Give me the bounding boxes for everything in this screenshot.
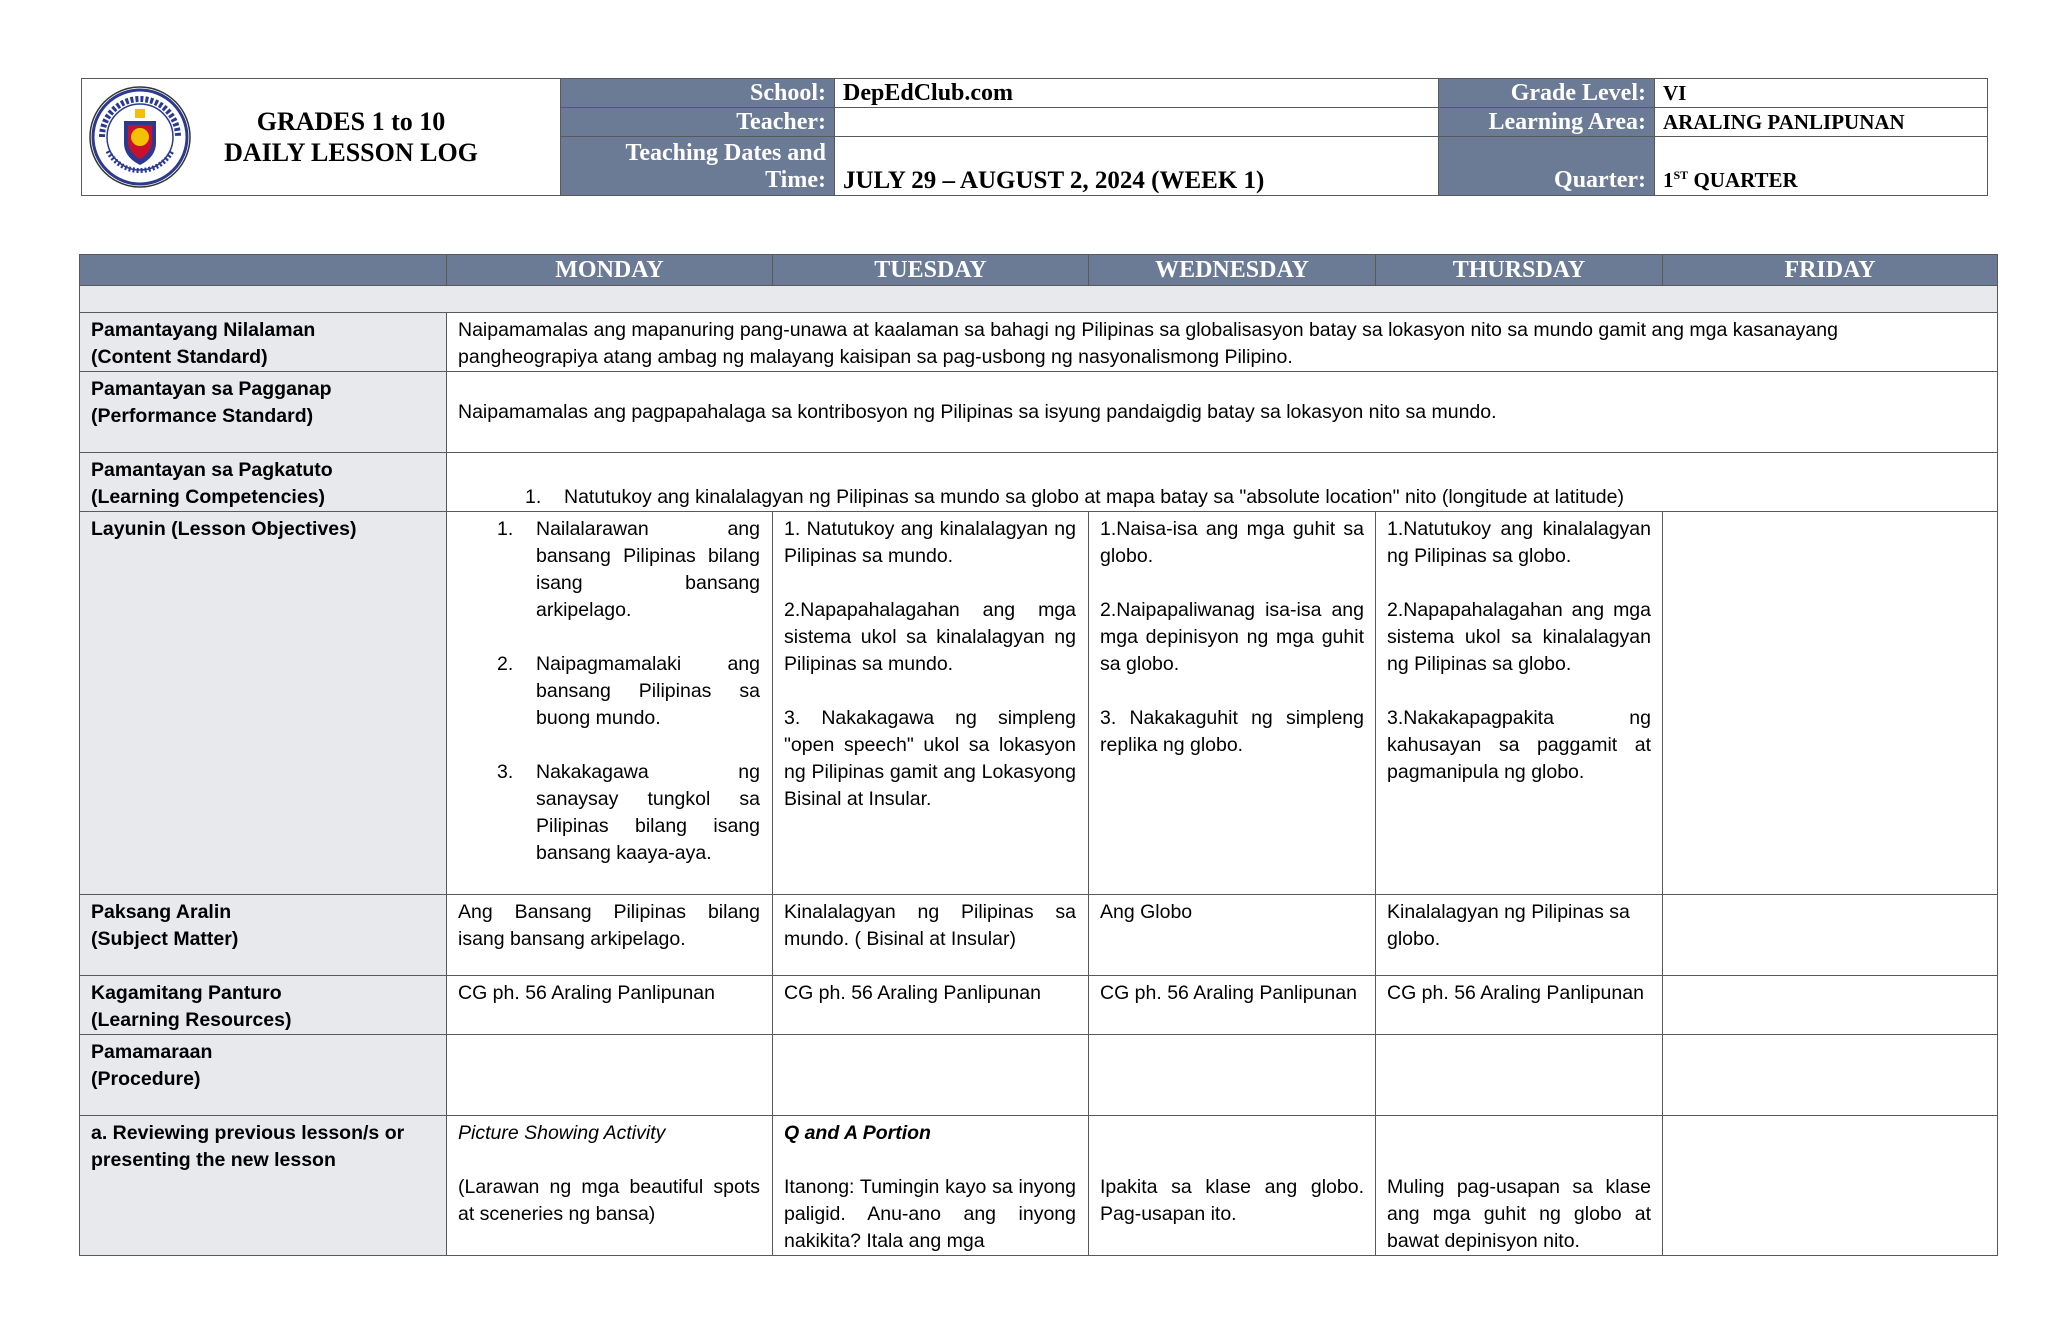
learning-area-label: Learning Area: bbox=[1439, 108, 1655, 137]
content-standard-label-line2: (Content Standard) bbox=[91, 346, 268, 368]
school-label: School: bbox=[561, 79, 835, 108]
objective-item bbox=[497, 516, 760, 624]
header-title-block bbox=[82, 79, 561, 196]
review-tuesday-title: Q and A Portion bbox=[784, 1122, 931, 1144]
procedure-label-line1: Pamamaraan bbox=[91, 1041, 213, 1063]
resources-friday[interactable] bbox=[1663, 976, 1998, 1035]
objective-text: Nailalarawan ang bansang Pilipinas bilang isang bansang arkipelago. bbox=[536, 518, 760, 621]
competencies-label bbox=[80, 453, 447, 512]
subject-matter-thursday[interactable]: Kinalalagyan ng Pilipinas sa globo. bbox=[1376, 895, 1663, 976]
review-monday-title: Picture Showing Activity bbox=[458, 1122, 666, 1144]
competency-item bbox=[525, 484, 1986, 511]
objectives-row bbox=[80, 512, 1998, 895]
resources-label bbox=[80, 976, 447, 1035]
procedure-label bbox=[80, 1035, 447, 1116]
procedure-friday[interactable] bbox=[1663, 1035, 1998, 1116]
objective-text: 2.Napapahalagahan ang mga sistema ukol sa kinalalagyan ng Pilipinas sa mundo. bbox=[784, 599, 1076, 675]
competency-number: 1. bbox=[525, 486, 542, 508]
performance-standard-label-line2: (Performance Standard) bbox=[91, 405, 314, 427]
grade-level-value[interactable]: VI bbox=[1655, 79, 1988, 108]
review-wednesday[interactable] bbox=[1089, 1116, 1376, 1256]
review-label: a. Reviewing previous lesson/s or presenting the new lesson bbox=[80, 1116, 447, 1256]
resources-monday[interactable]: CG ph. 56 Araling Panlipunan bbox=[447, 976, 773, 1035]
learning-area-value[interactable]: ARALING PANLIPUNAN bbox=[1655, 108, 1988, 137]
procedure-monday[interactable] bbox=[447, 1035, 773, 1116]
review-tuesday-text: Itanong: Tumingin kayo sa inyong paligid. Anu-ano ang inyong nakikita? Itala ang mga bbox=[784, 1176, 1076, 1252]
subject-matter-friday[interactable] bbox=[1663, 895, 1998, 976]
procedure-row bbox=[80, 1035, 1998, 1116]
objective-item bbox=[497, 759, 760, 867]
subject-matter-wednesday[interactable]: Ang Globo bbox=[1089, 895, 1376, 976]
resources-label-line1: Kagamitang Panturo bbox=[91, 982, 282, 1004]
objective-text: Nakakagawa ng sanaysay tungkol sa Pilipinas bilang isang bansang kaaya-aya. bbox=[536, 761, 760, 864]
review-thursday-text: Muling pag-usapan sa klase ang mga guhit ng globo at bawat depinisyon nito. bbox=[1387, 1176, 1651, 1252]
objective-text: 2.Naipapaliwanag isa-isa ang mga depinisyon ng mga guhit sa globo. bbox=[1100, 599, 1364, 675]
quarter-number: 1 bbox=[1663, 168, 1674, 192]
lesson-log-header bbox=[81, 78, 1988, 196]
quarter-text: QUARTER bbox=[1693, 168, 1798, 192]
objectives-label: Layunin (Lesson Objectives) bbox=[80, 512, 447, 895]
objective-text: Naipagmamalaki ang bansang Pilipinas sa buong mundo. bbox=[536, 653, 760, 729]
objectives-wednesday[interactable] bbox=[1089, 512, 1376, 895]
performance-standard-text[interactable]: Naipamamalas ang pagpapahalaga sa kontribosyon ng Pilipinas sa isyung pandaigdig batay sa lokasyon nito sa mundo. bbox=[447, 372, 1998, 453]
objective-text: 3.Nakakapagpakita ng kahusayan sa paggamit at pagmanipula ng globo. bbox=[1387, 707, 1651, 783]
competencies-label-line1: Pamantayan sa Pagkatuto bbox=[91, 459, 333, 481]
review-row bbox=[80, 1116, 1998, 1256]
lesson-log-table bbox=[79, 254, 1998, 1256]
content-standard-label-line1: Pamantayang Nilalaman bbox=[91, 319, 316, 341]
objective-text: 1.Natutukoy ang kinalalagyan ng Pilipinas sa globo. bbox=[1387, 518, 1651, 567]
performance-standard-label-line1: Pamantayan sa Pagganap bbox=[91, 378, 332, 400]
subject-matter-tuesday[interactable]: Kinalalagyan ng Pilipinas sa mundo. ( Bisinal at Insular) bbox=[773, 895, 1089, 976]
spacer-row bbox=[80, 286, 1998, 313]
resources-label-line2: (Learning Resources) bbox=[91, 1009, 292, 1031]
day-header-friday: FRIDAY bbox=[1663, 255, 1998, 286]
objective-text: 1. Natutukoy ang kinalalagyan ng Pilipinas sa mundo. bbox=[784, 518, 1076, 567]
day-header-blank bbox=[80, 255, 447, 286]
objective-text: 3. Nakakaguhit ng simpleng replika ng globo. bbox=[1100, 707, 1364, 756]
objective-number: 1. bbox=[497, 518, 514, 540]
subject-matter-monday[interactable]: Ang Bansang Pilipinas bilang isang bansang arkipelago. bbox=[447, 895, 773, 976]
competencies-list bbox=[525, 484, 1986, 511]
review-friday[interactable] bbox=[1663, 1116, 1998, 1256]
content-standard-label bbox=[80, 313, 447, 372]
review-tuesday[interactable] bbox=[773, 1116, 1089, 1256]
quarter-value[interactable] bbox=[1655, 137, 1988, 196]
review-monday[interactable] bbox=[447, 1116, 773, 1256]
objectives-monday[interactable] bbox=[447, 512, 773, 895]
objective-text: 1.Naisa-isa ang mga guhit sa globo. bbox=[1100, 518, 1364, 567]
deped-seal-logo bbox=[88, 85, 192, 189]
performance-standard-row bbox=[80, 372, 1998, 453]
objective-number: 2. bbox=[497, 653, 514, 675]
header-title-line2: DAILY LESSON LOG bbox=[224, 138, 478, 167]
objective-number: 3. bbox=[497, 761, 514, 783]
objective-text: 3. Nakakagawa ng simpleng "open speech" ukol sa lokasyon ng Pilipinas gamit ang Lokasyong Bisinal at Insular. bbox=[784, 707, 1076, 810]
review-wednesday-text: Ipakita sa klase ang globo. Pag-usapan ito. bbox=[1100, 1176, 1364, 1225]
content-standard-text[interactable]: Naipamamalas ang mapanuring pang-unawa at kaalaman sa bahagi ng Pilipinas sa globalisasyon batay sa lokasyon nito sa mundo gamit ang mga kasanayang pangheograpiya atang ambag ng malayang kaisipan sa pag-usbong ng nasyonalismong Pilipino. bbox=[447, 313, 1998, 372]
review-thursday[interactable] bbox=[1376, 1116, 1663, 1256]
school-value[interactable]: DepEdClub.com bbox=[835, 79, 1439, 108]
performance-standard-label bbox=[80, 372, 447, 453]
review-monday-text: (Larawan ng mga beautiful spots at sceneries ng bansa) bbox=[458, 1176, 760, 1225]
resources-wednesday[interactable]: CG ph. 56 Araling Panlipunan bbox=[1089, 976, 1376, 1035]
procedure-label-line2: (Procedure) bbox=[91, 1068, 201, 1090]
teacher-label: Teacher: bbox=[561, 108, 835, 137]
objectives-friday[interactable] bbox=[1663, 512, 1998, 895]
day-header-thursday: THURSDAY bbox=[1376, 255, 1663, 286]
procedure-tuesday[interactable] bbox=[773, 1035, 1089, 1116]
subject-matter-label-line1: Paksang Aralin bbox=[91, 901, 232, 923]
teaching-dates-value[interactable]: JULY 29 – AUGUST 2, 2024 (WEEK 1) bbox=[835, 137, 1439, 196]
competencies-row bbox=[80, 453, 1998, 512]
content-standard-row bbox=[80, 313, 1998, 372]
subject-matter-row bbox=[80, 895, 1998, 976]
procedure-thursday[interactable] bbox=[1376, 1035, 1663, 1116]
objective-text: 2.Napapahalagahan ang mga sistema ukol sa kinalalagyan ng Pilipinas sa globo. bbox=[1387, 599, 1651, 675]
teacher-value[interactable] bbox=[835, 108, 1439, 137]
resources-tuesday[interactable]: CG ph. 56 Araling Panlipunan bbox=[773, 976, 1089, 1035]
day-header-wednesday: WEDNESDAY bbox=[1089, 255, 1376, 286]
objectives-monday-list bbox=[497, 516, 760, 867]
competency-text: Natutukoy ang kinalalagyan ng Pilipinas sa mundo sa globo at mapa batay sa "absolute location" nito (longitude at latitude) bbox=[564, 486, 1624, 508]
objectives-tuesday[interactable] bbox=[773, 512, 1089, 895]
resources-thursday[interactable]: CG ph. 56 Araling Panlipunan bbox=[1376, 976, 1663, 1035]
objective-item bbox=[497, 651, 760, 732]
procedure-wednesday[interactable] bbox=[1089, 1035, 1376, 1116]
header-title-line1: GRADES 1 to 10 bbox=[256, 107, 446, 136]
day-header-row bbox=[80, 255, 1998, 286]
day-header-monday: MONDAY bbox=[447, 255, 773, 286]
subject-matter-label bbox=[80, 895, 447, 976]
spacer-cell bbox=[80, 286, 1998, 313]
day-header-tuesday: TUESDAY bbox=[773, 255, 1089, 286]
grade-level-label: Grade Level: bbox=[1439, 79, 1655, 108]
competencies-cell[interactable] bbox=[447, 453, 1998, 512]
teaching-dates-label: Teaching Dates and Time: bbox=[561, 137, 835, 196]
subject-matter-label-line2: (Subject Matter) bbox=[91, 928, 239, 950]
resources-row bbox=[80, 976, 1998, 1035]
quarter-superscript: ST bbox=[1673, 168, 1689, 182]
objectives-thursday[interactable] bbox=[1376, 512, 1663, 895]
competencies-label-line2: (Learning Competencies) bbox=[91, 486, 326, 508]
quarter-label: Quarter: bbox=[1439, 137, 1655, 196]
